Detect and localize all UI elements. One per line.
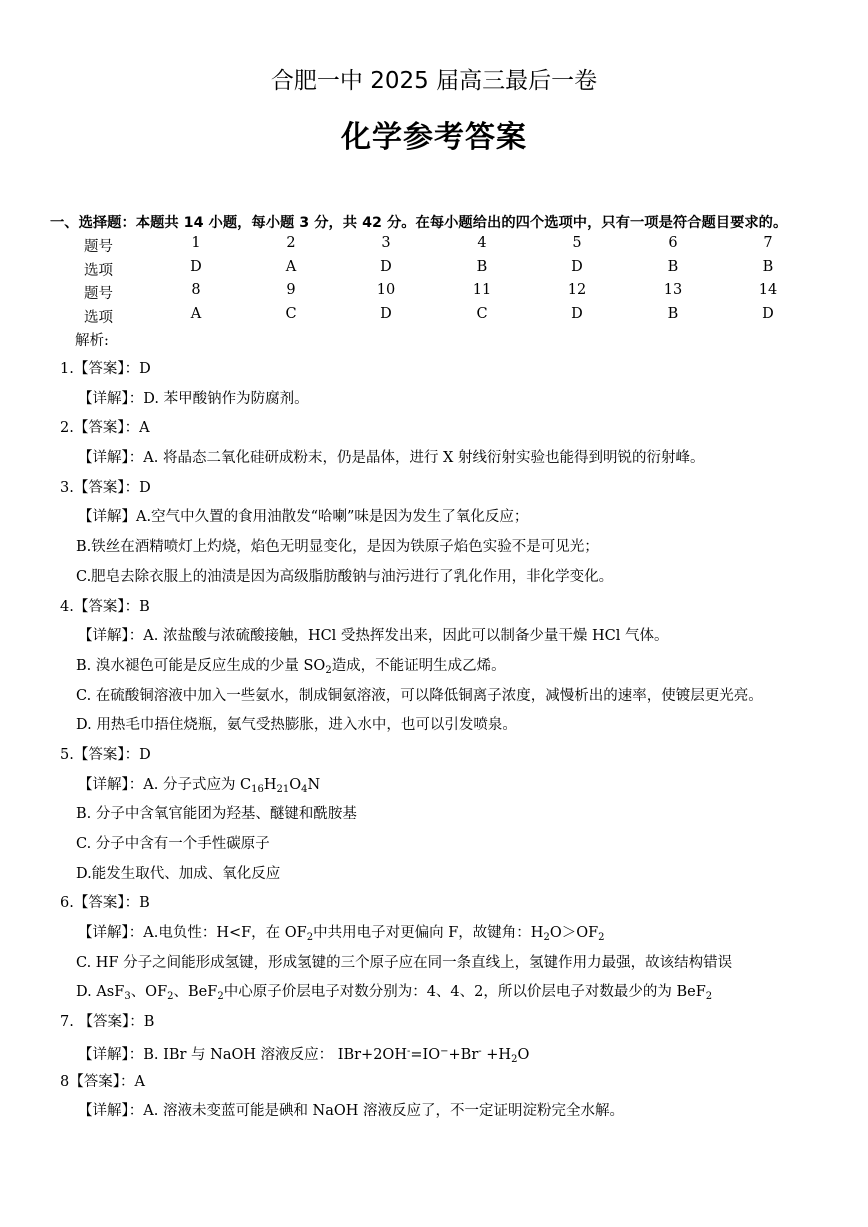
answer-line: 8【答案】：A <box>60 1073 145 1090</box>
question-number: 10 <box>376 282 396 299</box>
detail-line: C. HF 分子之间能形成氢键，形成氢键的三个原子应在同一条直线上，氢键作用力最强，故该结构错误 <box>76 954 733 971</box>
superscript: - <box>406 1045 411 1057</box>
row-label: 选项 <box>84 262 113 279</box>
answer-line: 6.【答案】：B <box>60 895 150 912</box>
answer-choice: B <box>476 258 488 275</box>
question-number: 14 <box>758 282 778 299</box>
subscript: 2 <box>705 991 713 1003</box>
text-span: +Br <box>448 1046 479 1063</box>
text-span: H <box>263 776 277 793</box>
subscript: 21 <box>276 783 290 795</box>
text-span: 、OF <box>130 984 168 1001</box>
analysis-label: 解析: <box>75 333 109 349</box>
detail-line <box>0 1041 868 1071</box>
detail-line: C. 分子中含有一个手性碳原子 <box>76 836 270 852</box>
subscript: 3 <box>124 991 131 1003</box>
answer-choice: D <box>380 305 392 322</box>
section-heading: 一、选择题：本题共 14 小题，每小题 3 分，共 42 分。在每小题给出的四个选项中，只有一项是符合题目要求的。 <box>50 215 788 231</box>
text-span: 造成，不能证明生成乙烯。 <box>331 657 506 674</box>
subscript: 2 <box>543 932 550 944</box>
question-number: 11 <box>472 282 492 299</box>
subscript: 2 <box>325 664 332 676</box>
question-number: 4 <box>477 235 487 251</box>
answer-line: 1.【答案】：D <box>60 361 151 377</box>
question-number: 9 <box>286 282 296 299</box>
detail-line <box>0 981 868 1011</box>
detail-line: C.肥皂去除衣服上的油渍是因为高级脂肪酸钠与油污进行了乳化作用，非化学变化。 <box>76 568 614 585</box>
detail-line: 【详解】：A. 浓盐酸与浓硫酸接触，HCl 受热挥发出来，因此可以制备少量干燥 HCl 气体。 <box>78 628 669 645</box>
answer-line: 3.【答案】：D <box>60 479 151 496</box>
answer-choice: C <box>476 305 488 322</box>
detail-line: 【详解】：D. 苯甲酸钠作为防腐剂。 <box>78 390 309 407</box>
text-span: N <box>307 776 321 793</box>
text-span: B. 溴水褪色可能是反应生成的少量 SO <box>76 657 326 674</box>
answer-choice: A <box>285 258 297 275</box>
subscript: 2 <box>217 991 224 1003</box>
answer-choice: D <box>762 305 774 322</box>
answer-choice: B <box>667 305 679 322</box>
text-span: 【详解】：A. 分子式应为 C <box>78 776 252 793</box>
question-number: 2 <box>286 235 296 251</box>
answer-line: 7. 【答案】：B <box>60 1014 155 1031</box>
subscript: 2 <box>511 1053 518 1065</box>
question-number: 7 <box>763 235 773 251</box>
question-number: 13 <box>663 282 683 299</box>
answer-choice: B <box>667 258 679 275</box>
text-span: 【详解】：A.电负性：H<F，在 OF <box>78 925 307 942</box>
row-label: 题号 <box>84 239 113 255</box>
text-span: +H <box>481 1046 512 1063</box>
document-subtitle: 化学参考答案 <box>341 120 527 155</box>
superscript: - <box>478 1045 482 1057</box>
detail-line <box>0 774 868 804</box>
text-span: 、BeF <box>173 984 218 1001</box>
superscript: − <box>440 1045 449 1057</box>
row-label: 题号 <box>84 286 113 303</box>
question-number: 6 <box>668 235 678 251</box>
answer-line: 4.【答案】：B <box>60 598 150 615</box>
detail-line: B.铁丝在酒精喷灯上灼烧，焰色无明显变化，是因为铁原子焰色实验不是可见光； <box>76 539 599 556</box>
answer-choice: D <box>380 258 392 275</box>
answer-choice: D <box>571 258 583 275</box>
detail-line: 【详解】：A. 将晶态二氧化硅研成粉末，仍是晶体，进行 X 射线衍射实验也能得到明锐的衍射峰。 <box>78 450 705 467</box>
detail-line <box>0 655 868 685</box>
subscript: 16 <box>251 783 264 795</box>
text-span: D. AsF <box>76 984 125 1001</box>
question-number: 5 <box>572 235 582 251</box>
answer-line: 2.【答案】：A <box>60 420 150 437</box>
subscript: 2 <box>598 932 605 944</box>
detail-line: B. 分子中含氧官能团为羟基、醚键和酰胺基 <box>76 806 357 823</box>
text-span: O＞OF <box>549 925 599 942</box>
answer-choice: C <box>285 305 297 322</box>
answer-choice: B <box>762 258 774 275</box>
text-span: 中心原子价层电子对数分别为：4、4、2，所以价层电子对数最少的为 BeF <box>223 984 706 1001</box>
detail-line: C. 在硫酸铜溶液中加入一些氨水，制成铜氨溶液，可以降低铜离子浓度，减慢析出的速率，使镀层更光亮。 <box>76 687 763 704</box>
question-number: 3 <box>381 235 391 251</box>
text-span: =IO <box>410 1046 441 1063</box>
detail-line: 【详解】：A. 溶液未变蓝可能是碘和 NaOH 溶液反应了，不一定证明淀粉完全水解。 <box>78 1103 625 1120</box>
detail-line: D.能发生取代、加成、氧化反应 <box>76 865 281 882</box>
subscript: 2 <box>167 991 174 1003</box>
question-number: 1 <box>191 235 201 251</box>
answer-choice: D <box>190 258 202 275</box>
question-number: 12 <box>567 282 587 299</box>
text-span: O <box>289 776 302 793</box>
detail-line <box>0 922 868 952</box>
text-span: 中共用电子对更偏向 F，故键角：H <box>313 925 544 942</box>
detail-line: D. 用热毛巾捂住烧瓶，氨气受热膨胀，进入水中，也可以引发喷泉。 <box>76 717 517 734</box>
subscript: 4 <box>301 783 308 795</box>
answer-line: 5.【答案】：D <box>60 746 151 763</box>
answer-explanations <box>0 358 868 1130</box>
question-number: 8 <box>191 282 201 299</box>
subscript: 2 <box>306 932 314 944</box>
document-title: 合肥一中 2025 届高三最后一卷 <box>270 68 598 94</box>
text-span: O <box>517 1046 530 1063</box>
detail-line: 【详解】A.空气中久置的食用油散发“哈喇”味是因为发生了氧化反应； <box>78 509 529 526</box>
text-span: 【详解】：B. IBr 与 NaOH 溶液反应： IBr+2OH <box>78 1046 407 1063</box>
answer-choice: A <box>190 305 202 322</box>
row-label: 选项 <box>84 309 113 326</box>
answer-choice: D <box>571 305 583 322</box>
